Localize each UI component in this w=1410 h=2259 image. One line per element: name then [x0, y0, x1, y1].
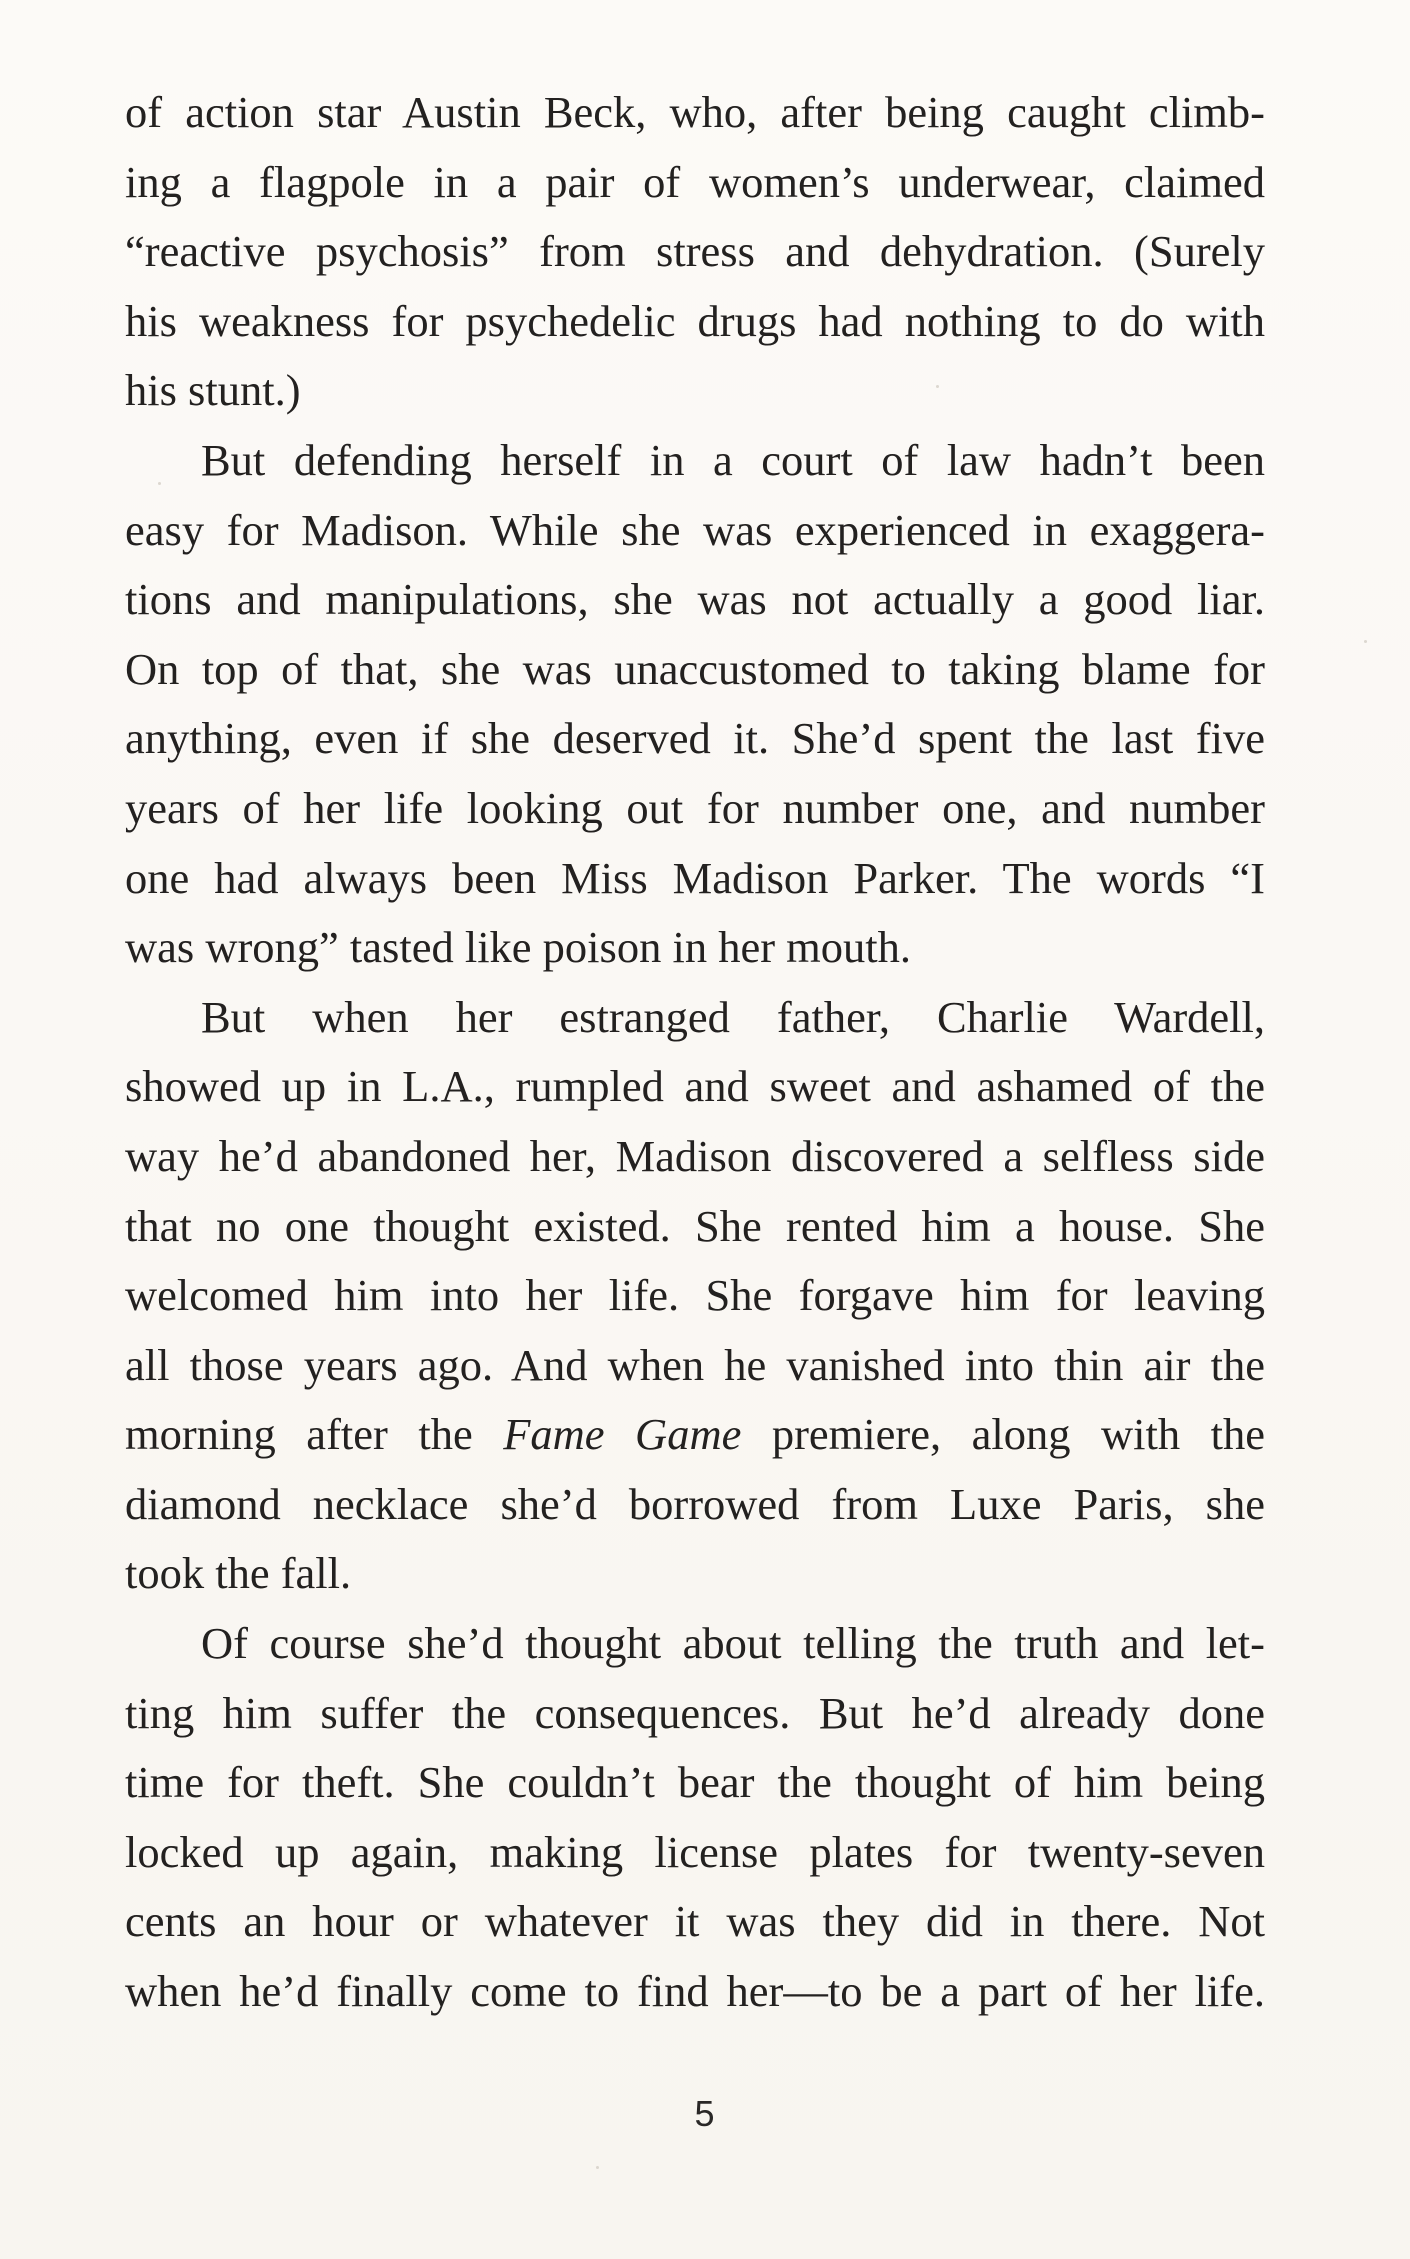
text-line: time for theft. She couldn’t bear the thought of him being	[125, 1757, 1265, 1808]
text-line: when he’d finally come to find her—to be a part of her life.	[125, 1966, 1265, 2017]
text-line: ting him suffer the consequences. But he’d already done	[125, 1687, 1265, 1738]
text-line: that no one thought existed. She rented him a house. She	[125, 1200, 1265, 1251]
text-line: But when her estranged father, Charlie Wardell,	[201, 991, 1265, 1042]
text-line: ing a flagpole in a pair of women’s underwear, claimed	[125, 156, 1265, 207]
paper-speck	[936, 385, 939, 388]
paragraph-4	[125, 1609, 1265, 2027]
paragraph-1	[125, 78, 1265, 426]
text-line: all those years ago. And when he vanished into thin air the	[125, 1339, 1265, 1390]
text-line: anything, even if she deserved it. She’d spent the last five	[125, 713, 1265, 764]
text-line: his weakness for psychedelic drugs had nothing to do with	[125, 295, 1265, 346]
text-line: welcomed him into her life. She forgave him for leaving	[125, 1270, 1265, 1321]
text-line: “reactive psychosis” from stress and dehydration. (Surely	[125, 226, 1265, 277]
paper-speck	[596, 2166, 599, 2169]
text-line: took the fall.	[125, 1548, 352, 1599]
paragraph-3	[125, 983, 1265, 1609]
text-line: On top of that, she was unaccustomed to taking blame for	[125, 643, 1265, 694]
text-line: diamond necklace she’d borrowed from Luxe Paris, she	[125, 1478, 1265, 1529]
text-line: Of course she’d thought about telling the truth and let-	[201, 1618, 1265, 1669]
paper-speck	[158, 482, 161, 485]
paragraph-2	[125, 426, 1265, 983]
text-line: cents an hour or whatever it was they did in there. Not	[125, 1896, 1265, 1947]
text-line: his stunt.)	[125, 365, 301, 416]
text-line: But defending herself in a court of law hadn’t been	[201, 434, 1265, 485]
page-number: 5	[694, 2093, 716, 2134]
text-run: morning after the	[125, 1409, 504, 1460]
text-line: years of her life looking out for number one, and number	[125, 782, 1265, 833]
text-line: showed up in L.A., rumpled and sweet and ashamed of the	[125, 1061, 1265, 1112]
text-line: tions and manipulations, she was not actually a good liar.	[125, 574, 1265, 625]
text-line: way he’d abandoned her, Madison discovered a selfless side	[125, 1130, 1265, 1181]
paper-speck	[1364, 640, 1367, 643]
body-text	[125, 78, 1265, 2027]
book-title: Fame Game	[503, 1409, 742, 1460]
text-line-with-title	[125, 1400, 1265, 1470]
text-run: premiere, along with the	[741, 1409, 1265, 1460]
text-line: of action star Austin Beck, who, after being caught climb-	[125, 87, 1265, 137]
text-line: locked up again, making license plates for twenty-seven	[125, 1826, 1265, 1877]
text-line: one had always been Miss Madison Parker. The words “I	[125, 852, 1265, 903]
text-line: was wrong” tasted like poison in her mouth.	[125, 922, 912, 973]
text-line: easy for Madison. While she was experienced in exaggera-	[125, 504, 1265, 555]
